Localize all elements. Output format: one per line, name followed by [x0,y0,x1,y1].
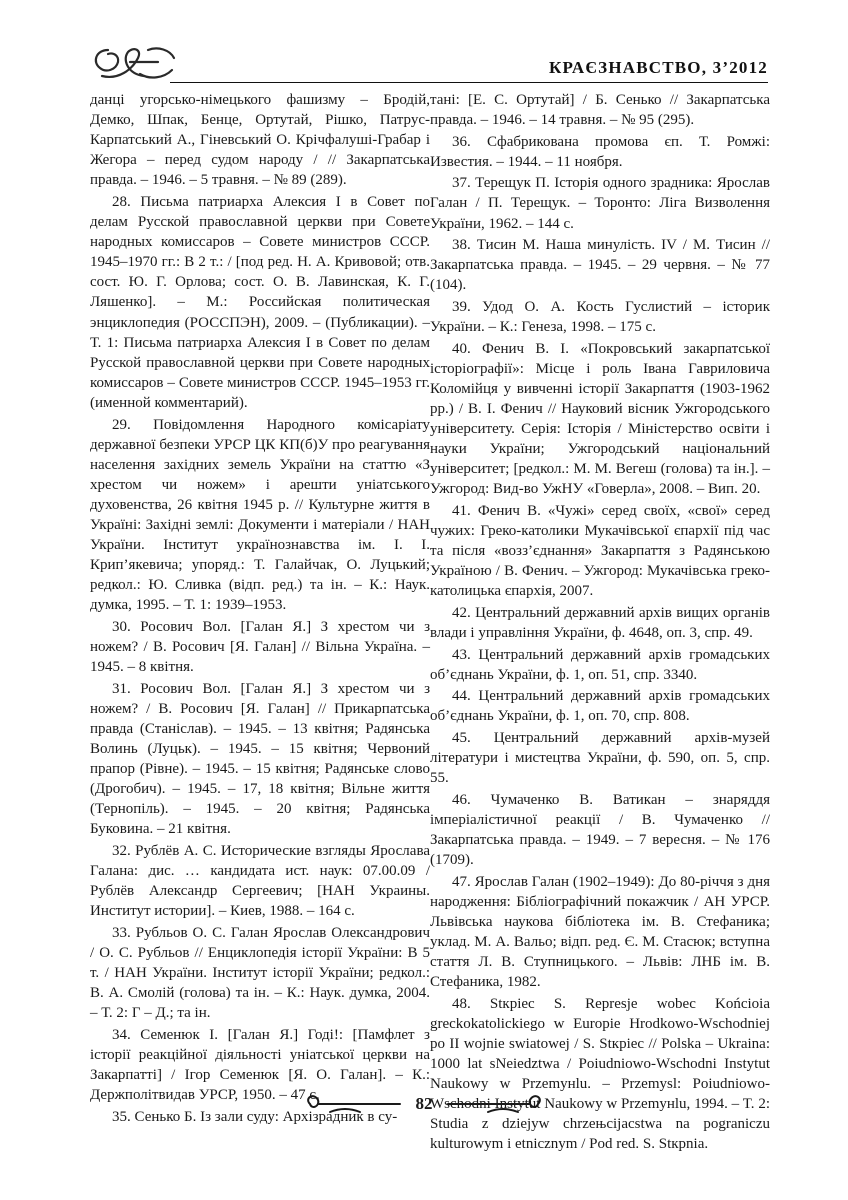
ornamental-monogram-logo-icon [88,40,180,86]
reference-entry: 47. Ярослав Галан (1902–1949): До 80-річчя з дня народження: Бібліографічний покажчик / АН УРСР. Львівська наукова бібліотека ім. В. Стефаника; уклад. М. А. Вальо; відп. ред. Є. М. Стасюк; вступна стаття Л. В. Ступницького. – Львів: ЛНБ ім. В. Стефаника, 1982. [430,873,770,991]
reference-entry: 30. Росович Вол. [Галан Я.] З хрестом чи з ножем? / В. Росович [Я. Галан] // Вільна Україна. – 1945. – 8 квітня. [90,618,430,676]
reference-entry: 32. Рублёв А. С. Исторические взгляды Ярослава Галана: дис. … кандидата ист. наук: 07.00.09 / Рублёв Александр Сергеевич; [НАН Украины. Институт истории]. – Киев, 1988. – 164 с. [90,842,430,920]
reference-entry: 33. Рубльов О. С. Галан Ярослав Олександрович / О. С. Рубльов // Енциклопедія історії України: В 5 т. / НАН України. Інститут історії України; редкол.: В. А. Смолій (голова) та ін. – К.: Наук. думка, 2004. – Т. 2: Г – Д.; та ін. [90,924,430,1022]
page-number: 82 [415,1094,433,1113]
reference-entry: 48. Stкpiec S. Represje wobec Końсioіа greckokatolickiego w Europie Hrodkowo-Wschodniej po II wojnie swiatowej / S. Stкpiec // Polska – Ukraina: 1000 lat sNeiedztwa / Poiudniowo-Wschodni Instytut Naukowy w Przemyнlu. – Przemysl: Poiudniowo-Wschodni Instytut Naukowy w Przemyнlu, 1994. – T. 2: Studia z dziejуw chrzeњcijacstwa na pograniczu kulturowym i etnicznym / Pod red. S. Stкpnia. [430,995,770,1153]
reference-entry: 39. Удод О. А. Кость Гуслистий – історик України. – К.: Генеза, 1998. – 175 с. [430,298,770,336]
reference-entry: 45. Центральний державний архів-музей літератури і мистецтва України, ф. 590, оп. 5, спр. 55. [430,729,770,787]
reference-entry: 43. Центральний державний архів громадських об’єднань України, ф. 1, оп. 51, спр. 3340. [430,646,770,683]
reference-entry: 41. Фенич В. «Чужі» серед своїх, «свої» серед чужих: Греко-католики Мукачівської єпархії під час та після «возз’єднання» Закарпаття з Радянською Україною / В. Фенич. – Ужгород: Мукачівська греко-католицька єпархія, 2007. [430,502,770,600]
page-footer [300,1088,548,1128]
header-rule [170,82,768,83]
right-column [430,90,770,1156]
left-column [90,90,430,1128]
reference-entry: 31. Росович Вол. [Галан Я.] З хрестом чи з ножем? / В. Росович [Я. Галан] // Прикарпатська правда (Станіслав). – 1945. – 13 квітня; Радянська Волинь (Луцьк). – 1945. – 15 квітня; Червоний прапор (Рівне). – 1945. – 15 квітня; Радянське слово (Дрогобич). – 1945. – 17, 18 квітня; Вільне життя (Тернопіль). – 1945. – 20 квітня; Радянська Буковина. – 21 квітня. [90,680,430,838]
reference-entry: тані: [Е. С. Ортутай] / Б. Сенько // Закарпатська правда. – 1946. – 14 травня. – № 95 (295). [430,92,770,129]
reference-entry: 40. Фенич В. І. «Покровський закарпатської історіографії»: Місце і роль Івана Гавриловича Коломійця у вивченні історії Закарпаття (1903-1962 рр.) / В. І. Фенич // Науковий вісник Ужгородського університету. Серія: Історія / Міністерство освіти і науки України; Ужгородський національний університет; [редкол.: М. М. Вегеш (голова) та ін.]. – Ужгород: Вид-во УжНУ «Говерла», 2008. – Вип. 20. [430,340,770,498]
reference-entry: 34. Семенюк І. [Галан Я.] Годі!: [Памфлет з історії реакційної діяльності уніатської церкви на Закарпатті] / Ігор Семенюк [Я. О. Галан]. – К.: Держполітвидав УРСР, 1950. – 47 с. [90,1026,430,1104]
reference-entry: 46. Чумаченко В. Ватикан – знаряддя імперіалістичної реакції / В. Чумаченко // Закарпатська правда. – 1949. – 7 вересня. – № 176 (1709). [430,791,770,868]
reference-entry: 44. Центральний державний архів громадських об’єднань України, ф. 1, оп. 70, спр. 808. [430,688,770,725]
reference-entry: 36. Сфабрикована промова єп. Т. Ромжі: Известия. – 1944. – 11 ноября. [430,133,770,170]
reference-entry: 42. Центральний державний архів вищих органів влади і управління України, ф. 4648, оп. 3, спр. 49. [430,604,770,641]
reference-entry: данці угорсько-німецького фашизму – Бродій, Демко, Шпак, Бенце, Ортутай, Рішко, Патрус-Карпатський А., Гіневський О. Крічфалуші-Грабар і Жегора – перед судом народу / // Закарпатська правда. – 1946. – 5 травня. – № 89 (289). [90,92,430,189]
journal-title: КРАЄЗНАВСТВО, 3’2012 [549,58,768,77]
reference-entry: 35. Сенько Б. Із зали суду: Архізрадник в су- [112,1108,398,1125]
page-header [88,40,768,86]
reference-entry: 37. Терещук П. Історія одного зрадника: Ярослав Галан / П. Терещук. – Торонто: Ліга Визволення України, 1962. – 144 с. [430,175,770,232]
reference-entry: 38. Тисин М. Наша минулість. IV / М. Тисин // Закарпатська правда. – 1945. – 29 червня. – № 77 (104). [430,237,770,294]
reference-entry: 29. Повідомлення Народного комісаріату державної безпеки УРСР ЦК КП(б)У про реагування населення західних земель України на статтю «З хрестом чи ножем» і арешти уніатського духовенства, 26 квітня 1945 р. // Культурне життя в Україні: Західні землі: Документи і матеріали / НАН України. Інститут українознавства ім. І. І. Крип’якевича; упоряд.: Т. Галайчак, О. Луцький; редкол.: Ю. Сливка (відп. ред.) та ін. – К.: Наук. думка, 1995. – Т. 1: 1939–1953. [90,416,430,614]
reference-entry: 28. Письма патриарха Алексия I в Совет по делам Русской православной церкви при Совете народных комиссаров – Совете министров СССР. 1945–1970 гг.: В 2 т.: / [под ред. Н. А. Кривовой; отв. сост. Ю. Г. Орлова; сост. О. В. Лавинская, К. Г. Ляшенко]. – М.: Российская политическая энциклопедия (РОССПЭН), 2009. – (Публикации). – Т. 1: Письма патриарха Алексия I в Совет по делам Русской православной церкви при Совете народных комиссаров – Совете министров СССР. 1945–1953 гг. (именной комментарий). [90,193,430,411]
